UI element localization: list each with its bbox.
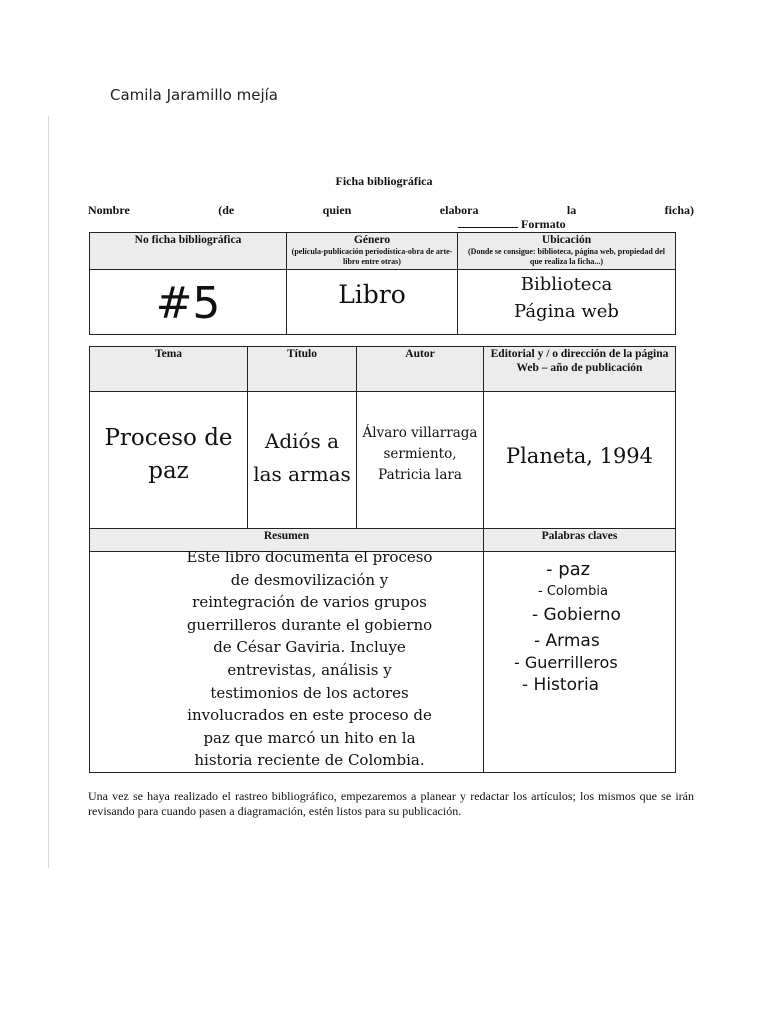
ubicacion-line-2: Página web xyxy=(514,301,619,322)
header-tema-label: Tema xyxy=(154,348,183,360)
header-ubicacion-label: Ubicación xyxy=(541,234,592,246)
nombre-word: quien xyxy=(322,203,352,217)
header-genero-sub: (película-publicación periodística-obra de arte-libro entre otras) xyxy=(291,247,453,266)
page-margin-line xyxy=(48,116,49,868)
tema-value: Proceso de paz xyxy=(104,425,233,484)
autor-value: Álvaro villarraga sermiento, Patricia lara xyxy=(362,424,478,483)
header-titulo-label: Título xyxy=(286,348,318,360)
header-ubicacion xyxy=(458,233,676,270)
header-palabras xyxy=(484,529,676,552)
header-titulo xyxy=(248,347,357,392)
cell-editorial xyxy=(484,392,676,529)
cell-ubicacion xyxy=(458,270,676,335)
keyword-item: - Guerrilleros xyxy=(514,653,618,672)
header-no-ficha-label: No ficha bibliográfica xyxy=(134,234,242,246)
genero-value: Libro xyxy=(338,280,406,309)
nombre-word: Nombre xyxy=(88,203,130,217)
footer-paragraph: Una vez se haya realizado el rastreo bibliográfico, empezaremos a planear y redactar los artículos; los mismos que se irán revisando para cuando pasen a diagramación, estén listos para su publicación. xyxy=(88,789,694,818)
ficha-table-2 xyxy=(89,346,676,773)
header-autor xyxy=(357,347,484,392)
keyword-item: - Historia xyxy=(522,675,600,695)
header-genero xyxy=(287,233,458,270)
keyword-item: - paz xyxy=(546,559,591,580)
formato-line xyxy=(458,217,608,232)
nombre-word: la xyxy=(566,203,577,217)
resumen-value: Este libro documenta el proceso de desmovilización y reintegración de varios grupos guerrilleros durante el gobierno de César Gaviria. Incluye entrevistas, análisis y testimonios de los actores involucrados en este proceso de paz que marcó un hito en la historia reciente de Colombia. xyxy=(186,548,433,770)
editorial-value: Planeta, 1994 xyxy=(505,444,654,468)
header-ubicacion-sub: (Donde se consigue: biblioteca, página web, propiedad del que realiza la ficha...) xyxy=(468,247,665,266)
header-no-ficha xyxy=(90,233,287,270)
header-editorial-label: Editorial y / o dirección de la página Web – año de publicación xyxy=(490,348,669,374)
formato-rule xyxy=(458,217,518,228)
nombre-word: ficha) xyxy=(664,203,694,217)
header-palabras-label: Palabras claves xyxy=(541,530,618,542)
header-tema xyxy=(90,347,248,392)
nombre-word: (de xyxy=(218,203,235,217)
cell-titulo xyxy=(248,392,357,529)
cell-palabras xyxy=(484,552,676,773)
form-title: Ficha bibliográfica xyxy=(335,174,433,188)
header-genero-label: Género xyxy=(353,234,391,246)
no-ficha-value: #5 xyxy=(155,278,221,329)
cell-tema xyxy=(90,392,248,529)
titulo-value: Adiós a las armas xyxy=(253,429,351,486)
cell-autor xyxy=(357,392,484,529)
keyword-item: - Gobierno xyxy=(532,605,621,625)
ubicacion-line-1: Biblioteca xyxy=(520,274,613,295)
header-editorial xyxy=(484,347,676,392)
cell-no-ficha xyxy=(90,270,287,335)
ficha-table-1 xyxy=(89,232,676,335)
keyword-item: - Armas xyxy=(534,631,600,651)
keyword-item: - Colombia xyxy=(538,584,608,599)
cell-genero xyxy=(287,270,458,335)
formato-label: Formato xyxy=(521,217,566,231)
nombre-word: elabora xyxy=(439,203,479,217)
nombre-line xyxy=(88,203,694,218)
header-resumen-label: Resumen xyxy=(263,530,310,542)
cell-resumen xyxy=(90,548,484,773)
author-name: Camila Jaramillo mejía xyxy=(110,86,278,104)
header-autor-label: Autor xyxy=(405,348,435,360)
